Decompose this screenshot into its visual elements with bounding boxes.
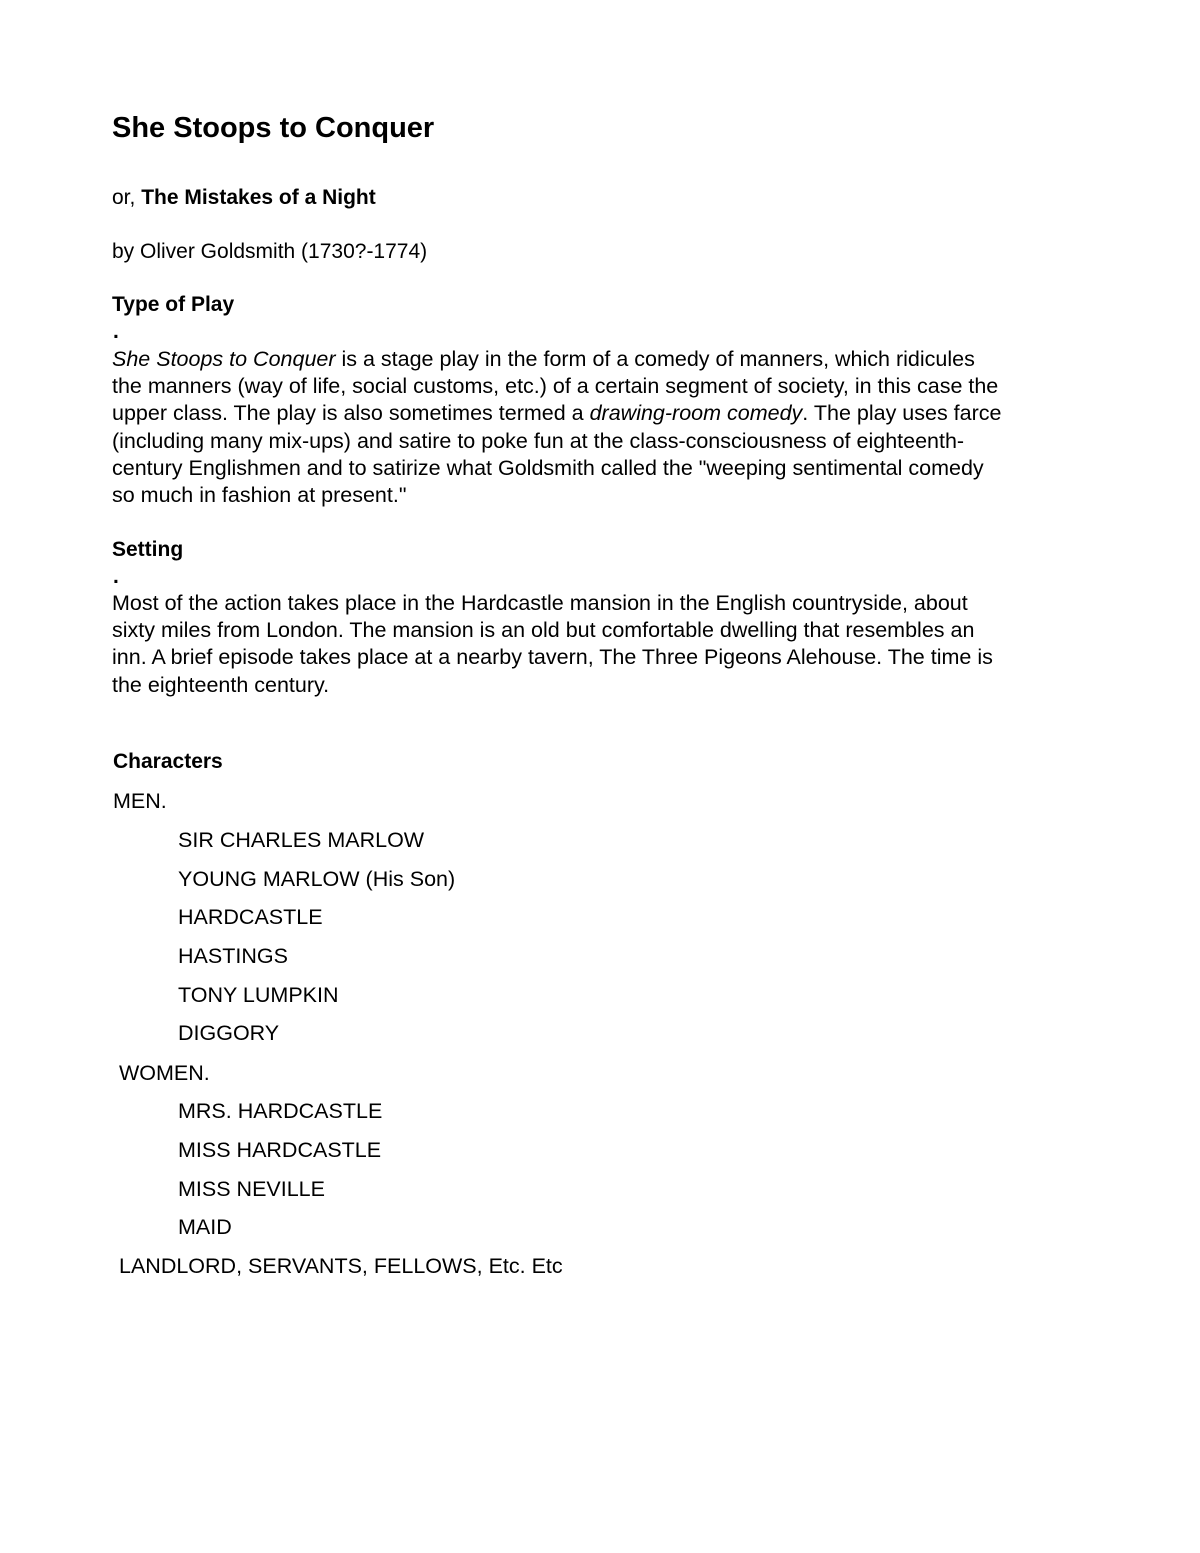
paragraph-line: Most of the action takes place in the Hardcastle mansion in the English countryside, about [112, 591, 968, 615]
character-name: HARDCASTLE [178, 905, 323, 929]
character-name: MISS NEVILLE [178, 1177, 325, 1201]
paragraph-line [112, 346, 1092, 373]
paragraph-line: century Englishmen and to satirize what Goldsmith called the "weeping sentimental comedy [112, 455, 984, 480]
character-name: TONY LUMPKIN [178, 983, 339, 1007]
character-name: MISS HARDCASTLE [178, 1138, 382, 1162]
document-title: She Stoops to Conquer [112, 112, 435, 144]
section-bullet: . [113, 565, 119, 588]
men-label: MEN. [113, 789, 167, 813]
section-bullet: . [113, 320, 119, 343]
character-name: SIR CHARLES MARLOW [178, 828, 425, 852]
character-name: HASTINGS [178, 944, 288, 968]
character-name: DIGGORY [178, 1021, 280, 1045]
type-of-play-paragraph [112, 346, 1092, 509]
paragraph-line: the eighteenth century. [112, 672, 330, 697]
character-name: YOUNG MARLOW (His Son) [178, 867, 456, 891]
play-title-italic: She Stoops to Conquer [112, 347, 336, 371]
paragraph-line: inn. A brief episode takes place at a nearby tavern, The Three Pigeons Alehouse. The time is [112, 645, 993, 670]
paragraph-line: sixty miles from London. The mansion is an old but comfortable dwelling that resembles an [112, 618, 975, 643]
paragraph-text: is a stage play in the form of a comedy of manners, which ridicules [335, 347, 975, 371]
section-heading-setting: Setting [112, 538, 184, 561]
paragraph-text: . The play uses farce [802, 401, 1002, 426]
document-subtitle [112, 186, 376, 210]
subtitle-prefix: or, [112, 186, 142, 209]
section-heading-type-of-play: Type of Play [112, 293, 235, 316]
paragraph-line: the manners (way of life, social customs, etc.) of a certain segment of society, in this case the [112, 374, 999, 399]
paragraph-line: so much in fashion at present." [112, 483, 407, 508]
subtitle-text: The Mistakes of a Night [141, 186, 376, 209]
byline: by Oliver Goldsmith (1730?-1774) [112, 240, 428, 263]
paragraph-text: upper class. The play is also sometimes termed a [112, 401, 590, 426]
paragraph-line [112, 400, 1092, 427]
other-characters: LANDLORD, SERVANTS, FELLOWS, Etc. Etc [119, 1254, 563, 1278]
paragraph-line: (including many mix-ups) and satire to poke fun at the class-consciousness of eighteenth- [112, 428, 965, 453]
term-italic: drawing-room comedy [589, 401, 803, 426]
section-heading-characters: Characters [113, 750, 223, 773]
character-name: MAID [178, 1215, 232, 1239]
setting-paragraph [112, 590, 1092, 699]
character-name: MRS. HARDCASTLE [178, 1099, 383, 1123]
women-label: WOMEN. [119, 1061, 210, 1085]
